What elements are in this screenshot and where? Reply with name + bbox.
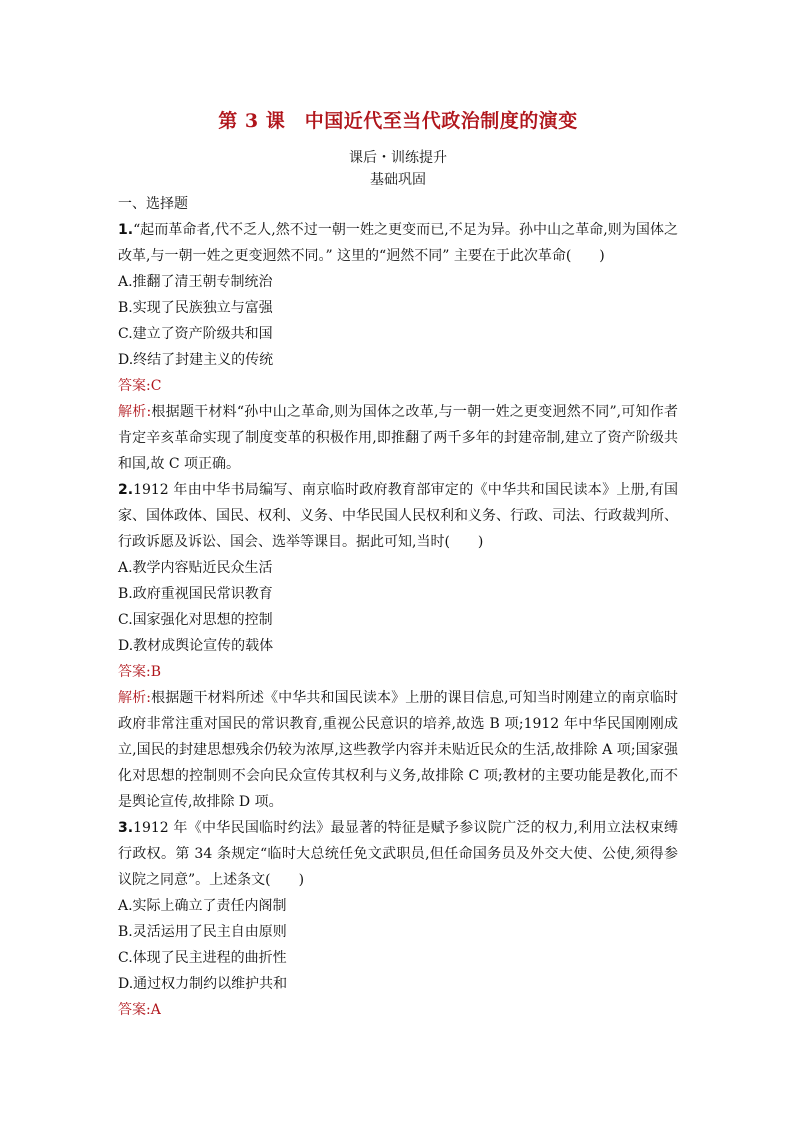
document-page [118,100,678,1023]
answer-label: 答案: [118,378,151,394]
answer-label: 答案: [118,664,151,680]
option-a: A.实际上确立了责任内阁制 [118,898,287,914]
question-stem [118,477,678,555]
level-heading: 基础巩固 [370,172,426,188]
explanation [118,399,678,477]
option-d: D.通过权力制约以维护共和 [118,976,288,992]
question-number: 2. [118,482,134,498]
option-c: C.体现了民主进程的曲折性 [118,950,287,966]
option-d: D.教材成舆论宣传的载体 [118,638,274,654]
explanation [118,685,678,815]
answer-label: 答案: [118,1002,151,1018]
option-b: B.政府重视国民常识教育 [118,586,273,602]
explanation-label: 解析: [118,404,152,420]
lesson-title: 第 3 课 中国近代至当代政治制度的演变 [218,110,578,132]
option-d: D.终结了封建主义的传统 [118,352,274,368]
question-stem [118,217,678,269]
question-number: 3. [118,820,134,836]
answer-value: C [150,378,162,394]
question-block [118,477,678,815]
question-type-heading: 一、选择题 [118,196,188,212]
question-block [118,815,678,1023]
answer-value: B [150,664,162,680]
option-c: C.建立了资产阶级共和国 [118,326,273,342]
option-a: A.推翻了清王朝专制统治 [118,274,273,290]
explanation-label: 解析: [118,690,151,706]
answer-value: A [150,1002,161,1018]
option-a: A.教学内容贴近民众生活 [118,560,273,576]
option-b: B.实现了民族独立与富强 [118,300,273,316]
question-number: 1. [118,222,134,238]
option-c: C.国家强化对思想的控制 [118,612,273,628]
lesson-subtitle: 课后・训练提升 [349,150,447,166]
question-text: 1912 年《中华民国临时约法》最显著的特征是赋予参议院广泛的权力,利用立法权束缚行政权。第 34 条规定“临时大总统任免文武职员,但任命国务员及外交大使、公使,须得参议院之同意”。上述条文( ) [118,820,678,888]
question-text: “起而革命者,代不乏人,然不过一朝一姓之更变而已,不足为异。孙中山之革命,则为国体之改革,与一朝一姓之更变迥然不同。” 这里的“迥然不同” 主要在于此次革命( ) [118,222,678,264]
question-stem [118,815,678,893]
answer-line [118,373,678,399]
option-b: B.灵活运用了民主自由原则 [118,924,287,940]
question-text: 1912 年由中华书局编写、南京临时政府教育部审定的《中华共和国民读本》上册,有国家、国体政体、国民、权利、义务、中华民国人民权利和义务、行政、司法、行政裁判所、行政诉愿及诉讼、国会、选举等课目。据此可知,当时( ) [118,482,678,550]
answer-line [118,659,678,685]
question-block [118,217,678,477]
answer-line [118,997,678,1023]
explanation-text: 根据题干材料所述《中华共和国民读本》上册的课目信息,可知当时刚建立的南京临时政府非常注重对国民的常识教育,重视公民意识的培养,故选 B 项;1912 年中华民国刚刚成立,国民的封建思想残余仍较为浓厚,这些教学内容并未贴近民众的生活,故排除 A 项;国家强化对思想的控制则不会向民众宣传其权利与义务,故排除 C 项;教材的主要功能是教化,而不是舆论宣传,故排除 D 项。 [118,690,679,810]
explanation-text: 根据题干材料“孙中山之革命,则为国体之改革,与一朝一姓之更变迥然不同”,可知作者肯定辛亥革命实现了制度变革的积极作用,即推翻了两千多年的封建帝制,建立了资产阶级共和国,故 C 项正确。 [118,404,678,472]
